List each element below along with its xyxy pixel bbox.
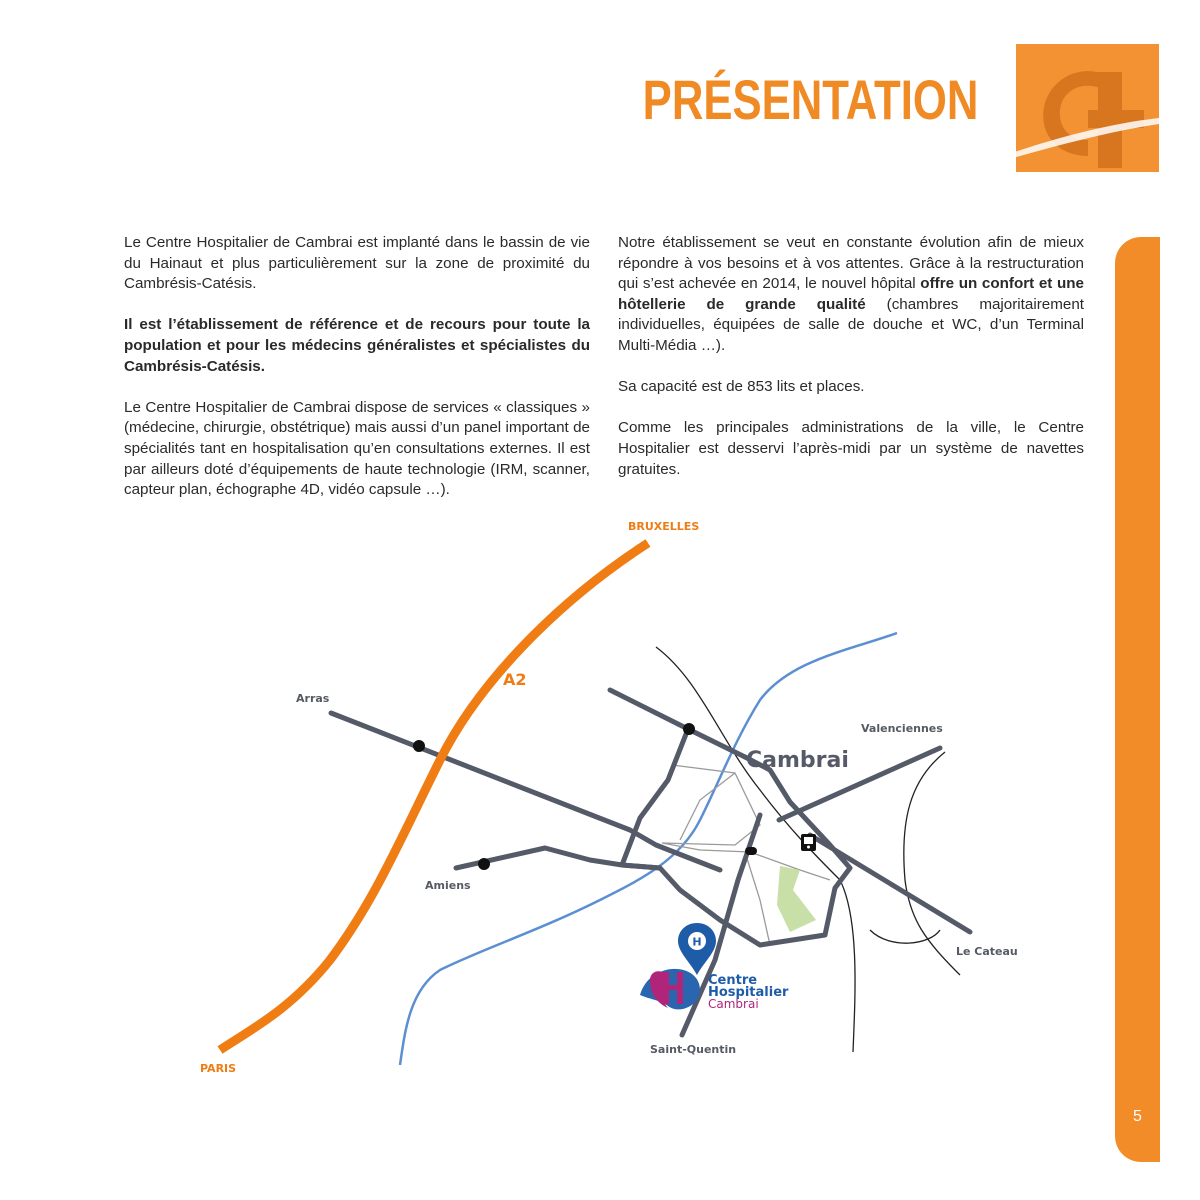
paragraph-bold: Il est l’établissement de référence et de recours pour toute la population et pour les médecins généralistes et spécialistes du Cambrésis-Catésis. bbox=[124, 316, 590, 375]
page-title: PRÉSENTATION bbox=[642, 68, 978, 131]
label-le-cateau: Le Cateau bbox=[956, 945, 1018, 958]
side-accent-bar bbox=[1115, 237, 1160, 1162]
paragraph: Sa capacité est de 853 lits et places. bbox=[618, 378, 865, 396]
label-bruxelles: BRUXELLES bbox=[628, 520, 700, 533]
left-text-column bbox=[124, 233, 590, 521]
page-number: 5 bbox=[1133, 1108, 1142, 1125]
label-saint-quentin: Saint-Quentin bbox=[650, 1043, 737, 1056]
label-cambrai: Cambrai bbox=[746, 748, 849, 773]
road-north bbox=[610, 690, 745, 757]
road-le-cateau bbox=[810, 835, 970, 932]
paragraph: Comme les principales administrations de la ville, le Centre Hospitalier est desservi l’après-midi par un système de navettes gratuites. bbox=[618, 419, 1084, 478]
text-run: (chambres majoritairement individuelles, équipées de salle de douche et WC, d’un Terminal Multi-Média …). bbox=[618, 295, 1084, 354]
label-arras: Arras bbox=[296, 692, 330, 705]
park-area bbox=[777, 866, 816, 932]
paragraph: Le Centre Hospitalier de Cambrai dispose de services « classiques » (médecine, chirurgie, obstétrique) mais aussi d’un panel important de spécialités tant en hospitalisation qu’en consultations externes. Il est par ailleurs doté d’équipements de haute technologie (IRM, scanner, capteur plan, échographe 4D, vidéo capsule …). bbox=[124, 398, 590, 499]
hospital-logo-icon bbox=[1016, 44, 1159, 172]
rail-line bbox=[904, 752, 960, 975]
centre-hospitalier-logo-icon bbox=[640, 969, 700, 1010]
train-station-icon bbox=[801, 834, 816, 851]
text-run-bold: offre un confort et une hôtellerie de grande qualité bbox=[618, 275, 1084, 313]
label-valenciennes: Valenciennes bbox=[861, 722, 943, 735]
paragraph: Le Centre Hospitalier de Cambrai est implanté dans le bassin de vie du Hainaut et plus particulièrement sur la zone de proximité du Cambrésis-Catésis. bbox=[124, 234, 590, 293]
logo-text-line2: Hospitalier bbox=[708, 985, 789, 1000]
svg-text:H: H bbox=[692, 935, 702, 949]
interchange-dot bbox=[413, 740, 425, 752]
location-map bbox=[0, 510, 1100, 1100]
right-text-column bbox=[618, 233, 1084, 501]
rail-crossing-marker bbox=[745, 847, 757, 855]
label-a2: A2 bbox=[503, 670, 527, 689]
paragraph bbox=[618, 233, 1084, 357]
label-paris: PARIS bbox=[200, 1062, 237, 1075]
interchange-dot bbox=[478, 858, 490, 870]
logo-text-line1: Centre bbox=[708, 973, 758, 988]
text-run: Notre établissement se veut en constante évolution afin de mieux répondre à vos besoins et à vos attentes. Grâce à la restructuration qui s’est achevée en 2014, le nouvel hôpital bbox=[618, 234, 1084, 293]
logo-text-line3: Cambrai bbox=[708, 997, 759, 1011]
label-amiens: Amiens bbox=[425, 879, 471, 892]
interchange-dot bbox=[683, 723, 695, 735]
